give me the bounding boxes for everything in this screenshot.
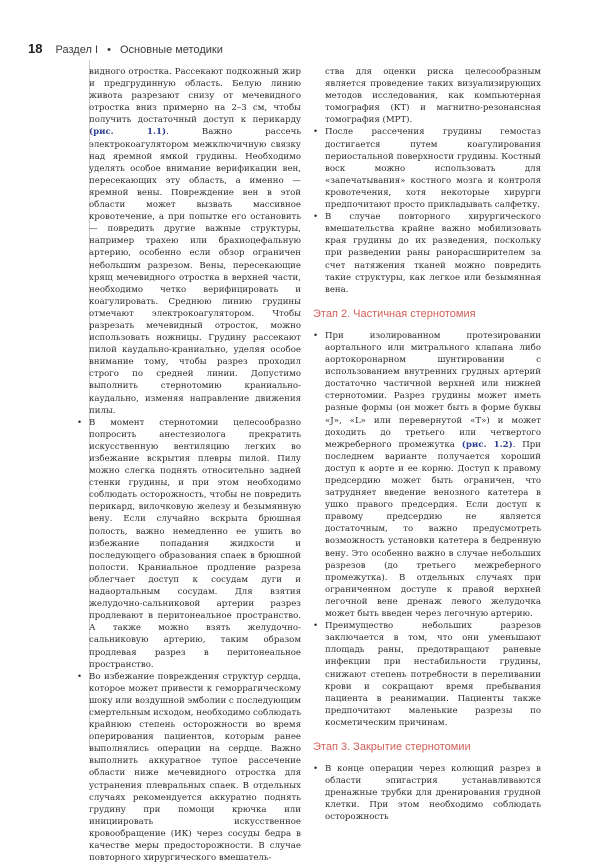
figure-link[interactable]: (рис. 1.1) <box>89 127 167 138</box>
section-heading-stage-3: Этап 3. Закрытие стернотомии <box>313 740 471 753</box>
bullet-item: • Преимущество небольших разрезов заключается в том, что они уменьшают площадь раны, предотвращают раневые инфекции при нестабильности грудины, снижают степень потребности в переливании крови и сокращают время пребывания пациента в реанимации. Пациенты также предпочитают маленькие разрезы по косметическим причинам. <box>313 620 541 729</box>
bullet-item: • После рассечения грудины гемостаз достигается путем коагулирования периостальной поверхности грудины. Костный воск можно использовать для «запечатывания» костного мозга и контроля кровотечения, хотя некоторые хирурги предпочитают просто прикладывать салфетку. <box>313 126 541 211</box>
bullet-item: • В конце операции через колющий разрез в области эпигастрия устанавливаются дренажные трубки для дренирования грудной клетки. При этом необходимо соблюдать осторожность <box>313 763 541 823</box>
bullet-item <box>313 330 541 620</box>
paragraph <box>89 66 301 417</box>
running-header <box>28 41 223 57</box>
paragraph: ства для оценки риска целесообразным является проведение таких визуализирующих методов исследования, как компьютерная томография (КТ) и магнитно-резонансная томография (МРТ). <box>325 67 541 126</box>
right-column <box>313 66 542 824</box>
bullet-item: • В случае повторного хирургического вмешательства крайне важно мобилизовать края грудины до их разведения, поскольку при разведении раны ранорасширителем за счет натяжения тканей можно повредить такие структуры, как легкое или безымянная вена. <box>313 211 541 296</box>
chapter-title: Основные методики <box>120 44 223 56</box>
section-heading-stage-2: Этап 2. Частичная стернотомия <box>313 307 476 320</box>
bullet-item: • В момент стернотомии целесообразно попросить анестезиолога прекратить искусственную вентиляцию легких во избежание вскрытия плевры пилой. Пилу можно слегка поднять относительно задней стенки грудины, и при этом необходимо соблюдать осторожность, чтобы не повредить перикард, вилочковую железу и безымянную вену. Если случайно вскрыта брюшная полость, важно немедленно ее ушить во избежание попадания жидкости и последующего образования спаек в брюшной полости. Краниальное продление разреза облегчает доступ к сосудам дуги и надаортальным сосудам. Для взятия желудочно-сальниковой артерии разрез продлевают в перитонеальное пространство. А также можно взять желудочно-сальниковую артерию, таким образом продлевая разрез в перитонеальное пространство. <box>77 417 301 671</box>
text-run: . При последнем варианте получается хороший доступ к аорте и ее корню. Доступ к правому предсердию может быть ограничен, что затрудняет введение венозного катетера в ушко правого предсердия. Если доступ к правому предсердию не является достаточным, то важно предусмотреть возможность установки катетера в бедренную вену. Это особенно важно в случае небольших разрезов (до третьего межреберного промежутка). В отдельных случаях при ограниченном доступе к правой верхней легочной вене дренаж левого желудочка может быть введен через легочную артерию. <box>325 439 542 620</box>
text-run: . Важно рассечь электрокоагулятором межключичную связку над яремной ямкой грудины. Необходимо уделять особое внимание верификации вен, пересекающих эту область, а именно — яремной вены. Повреждение вен в этой области может вызвать массивное кровотечение, а при попытке его остановить — повредить другие важные структуры, например трахею или брахиоцефальную артерию, особенно если обзор ограничен небольшим разрезом. Вены, пересекающие хрящ мечевидного отростка в верхней части, необходимо четко верифицировать и коагулировать. Среднюю линию грудины отмечают электрокоагулятором. Чтобы разрезать мечевидный отросток, можно использовать ножницы. Грудину рассекают пилой каудально-краниально, уделяя особое внимание тому, чтобы разрез проходил строго по средней линии. Допустимо выполнить стернотомию краниально-каудально, изменяя направление движения пилы. <box>89 127 301 416</box>
bullet-item: • Во избежание повреждения структур сердца, которое может привести к геморрагическому шоку или воздушной эмболии с последующим смертельным исходом, необходимо соблюдать крайнюю степень осторожности во время оперирования пациентов, которым ранее выполнялись операции на сердце. Важно выполнить аккуратное тупое рассечение области ниже мечевидного отростка для устранения плевральных спаек. В отдельных случаях рекомендуется аккуратно поднять грудину при помощи крючка или инициировать искусственное кровообращение (ИК) через сосуды бедра в качестве меры предосторожности. В случае повторного хирургического вмешатель- <box>77 671 301 864</box>
left-column <box>89 66 301 864</box>
header-separator: • <box>107 44 111 56</box>
page-number: 18 <box>28 41 43 56</box>
figure-link[interactable]: (рис. 1.2) <box>461 439 513 450</box>
text-run: видного отростка. Рассекают подкожный жир и предгрудинную область. Белую линию живота разрезают снизу от мечевидного отростка вниз примерно на 2–3 см, чтобы получить достаточный доступ к перикарду <box>89 67 301 126</box>
section-label: Раздел I <box>55 44 99 56</box>
text-run: При изолированном протезировании аортального или митрального клапана либо аортокоронарном шунтировании с использованием внутренних грудных артерий достаточно частичной верхней или нижней стернотомии. Разрез грудины может иметь разные формы (он может быть в форме буквы «J», «L» или перевернутой «Т») и может доходить до третьего или четвертого межреберного промежутка <box>325 330 541 450</box>
